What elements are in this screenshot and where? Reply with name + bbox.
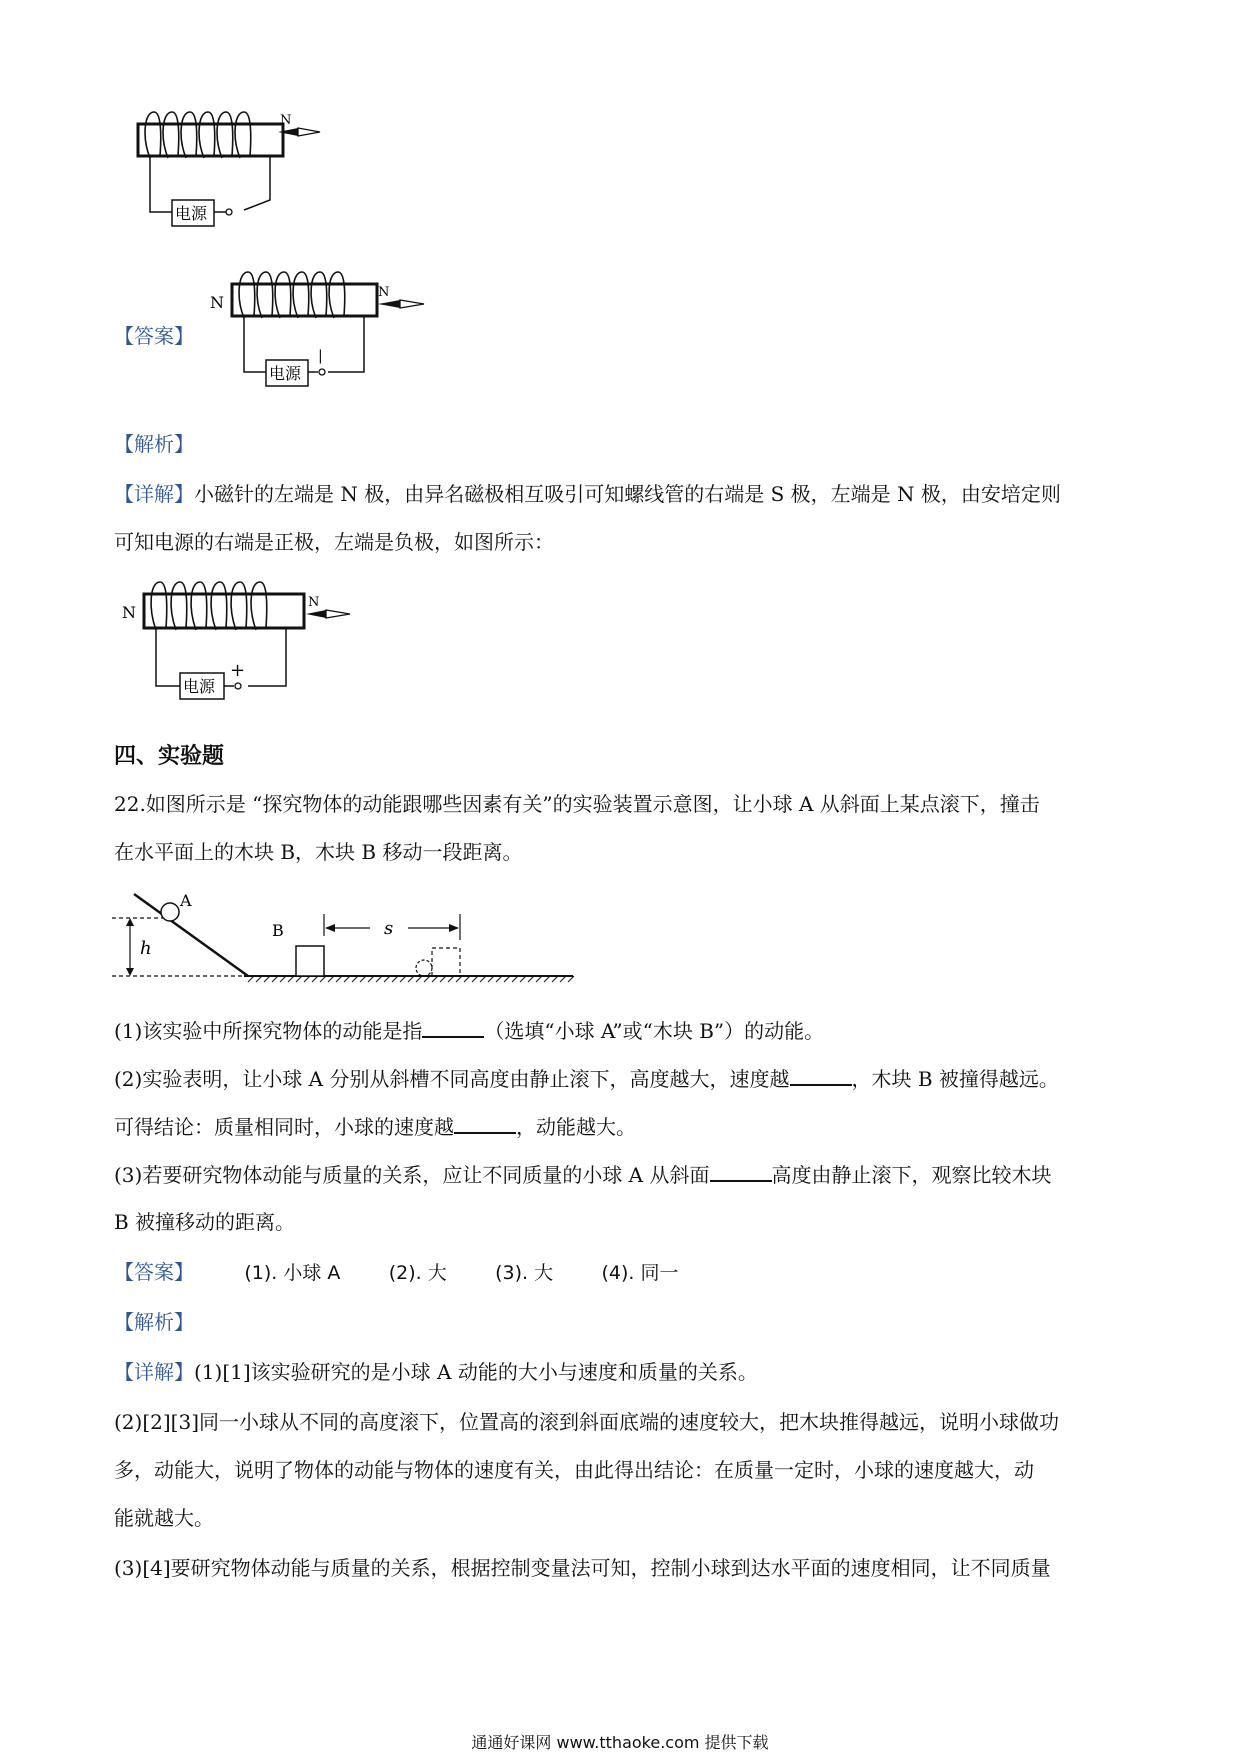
detail-text: 小磁针的左端是 N 极，由异名磁极相互吸引可知螺线管的右端是 S 极，左端是 N 极，由安培定则 <box>194 482 1061 506</box>
distance-arrowhead-right <box>449 924 459 932</box>
circuit-wire-right <box>248 628 286 686</box>
part-2b-text: 可得结论：质量相同时，小球的速度越 <box>114 1115 454 1139</box>
compass-needle-south <box>298 128 320 136</box>
compass-needle-north <box>378 300 400 308</box>
circuit-wire-right <box>328 316 364 372</box>
switch-contact <box>226 209 232 215</box>
part-1-text-after: （选填“小球 A”或“木块 B”）的动能。 <box>484 1019 825 1043</box>
question-22-part-3 <box>114 1160 1052 1189</box>
distance-label: s <box>384 918 394 939</box>
section-title: 四、实验题 <box>114 743 225 769</box>
power-source-label: 电源 <box>269 364 302 383</box>
distance-arrowhead-left <box>325 924 335 932</box>
circuit-wire <box>150 156 172 212</box>
height-label: h <box>140 938 152 959</box>
solenoid-coil <box>145 112 251 158</box>
ball-a-label: A <box>180 891 192 910</box>
question-22-part-1 <box>114 1016 824 1045</box>
analysis-22-line-4: 能就越大。 <box>114 1506 214 1530</box>
compass-needle-south <box>326 610 350 618</box>
pole-label-left: N <box>210 293 224 312</box>
analysis-22-line-3: 多，动能大，说明了物体的动能与物体的速度有关，由此得出结论：在质量一定时，小球的速度越大，动 <box>114 1458 1034 1482</box>
block-b-moved <box>432 948 460 976</box>
solenoid-figure-question <box>130 108 370 238</box>
compass-needle-north <box>278 128 298 136</box>
needle-north-label: N <box>280 113 292 128</box>
power-source-label: 电源 <box>175 204 208 223</box>
answer-item-2: (2). 大 <box>388 1262 447 1284</box>
height-arrow-up <box>126 918 134 926</box>
analysis-22-text-1: (1)[1]该实验研究的是小球 A 动能的大小与速度和质量的关系。 <box>194 1360 758 1384</box>
circuit-wire <box>156 628 180 686</box>
experiment-figure <box>108 888 588 998</box>
question-22-part-2 <box>114 1064 1059 1093</box>
answer-blank-2[interactable] <box>790 1064 852 1086</box>
answer-blank-3[interactable] <box>454 1112 516 1134</box>
answer-item-4: (4). 同一 <box>601 1262 679 1284</box>
question-22-line-1: 22.如图所示是 “探究物体的动能跟哪些因素有关”的实验装置示意图，让小球 A 从斜面上某点滚下，撞击 <box>114 792 1040 816</box>
detail-tag: 【详解】 <box>114 482 194 506</box>
analysis-22-line-1 <box>114 1358 758 1386</box>
question-22-part-3b: B 被撞移动的距离。 <box>114 1210 296 1234</box>
question-22-line-2: 在水平面上的木块 B，木块 B 移动一段距离。 <box>114 840 523 864</box>
answer-item-1: (1). 小球 A <box>244 1262 341 1284</box>
ball-a <box>161 903 179 921</box>
detail-tag-22: 【详解】 <box>114 1360 194 1384</box>
compass-needle-north <box>306 610 326 618</box>
circuit-wire <box>244 316 266 372</box>
answer-tag-1: 【答案】 <box>114 324 194 348</box>
solenoid-coil <box>151 582 267 630</box>
analysis-22-line-2: (2)[2][3]同一小球从不同的高度滚下，位置高的滚到斜面底端的速度较大，把木块推得越远，说明小球做功 <box>114 1410 1059 1434</box>
block-b-label: B <box>272 921 284 940</box>
switch-contact <box>235 683 241 689</box>
solenoid-coil <box>239 272 345 318</box>
part-2-text: (2)实验表明，让小球 A 分别从斜槽不同高度由静止滚下，高度越大，速度越 <box>114 1067 790 1091</box>
compass-needle-south <box>400 300 424 308</box>
part-3-text-after: 高度由静止滚下，观察比较木块 <box>771 1163 1052 1187</box>
pole-label-left: N <box>122 603 136 622</box>
switch-contact <box>319 369 325 375</box>
height-arrow-down <box>126 968 134 976</box>
part-1-text: (1)该实验中所探究物体的动能是指 <box>114 1019 423 1043</box>
answer-blank-1[interactable] <box>422 1016 484 1038</box>
solenoid-figure-answer <box>206 268 466 398</box>
part-2b-text-after: ，动能越大。 <box>516 1115 636 1139</box>
solenoid-core <box>144 594 304 628</box>
part-2-text-after: ，木块 B 被撞得越远。 <box>851 1067 1059 1091</box>
analysis-tag-1: 【解析】 <box>114 432 194 456</box>
solenoid-figure-analysis <box>118 578 378 708</box>
detail-line-2: 可知电源的右端是正极，左端是负极，如图所示： <box>114 530 554 554</box>
detail-line-1 <box>114 480 1061 508</box>
page-footer: 通通好课网 www.tthaoke.com 提供下载 <box>471 1733 769 1752</box>
answer-22 <box>114 1258 720 1287</box>
answer-item-3: (3). 大 <box>495 1262 554 1284</box>
ball-a-final <box>416 960 432 976</box>
power-source-label: 电源 <box>183 677 216 696</box>
needle-north-label: N <box>308 595 320 610</box>
answer-blank-4[interactable] <box>710 1160 772 1182</box>
polarity-mark: + <box>230 660 246 681</box>
circuit-wire-right <box>244 156 270 210</box>
answer-tag-22: 【答案】 <box>114 1260 194 1284</box>
question-22-part-2b <box>114 1112 636 1141</box>
analysis-22-line-5: (3)[4]要研究物体动能与质量的关系，根据控制变量法可知，控制小球到达水平面的速度相同，让不同质量 <box>114 1556 1051 1580</box>
part-3-text: (3)若要研究物体动能与质量的关系，应让不同质量的小球 A 从斜面 <box>114 1163 710 1187</box>
needle-north-label: N <box>378 285 390 300</box>
block-b <box>296 946 324 976</box>
analysis-tag-22: 【解析】 <box>114 1310 194 1334</box>
polarity-mark: | <box>318 348 323 364</box>
